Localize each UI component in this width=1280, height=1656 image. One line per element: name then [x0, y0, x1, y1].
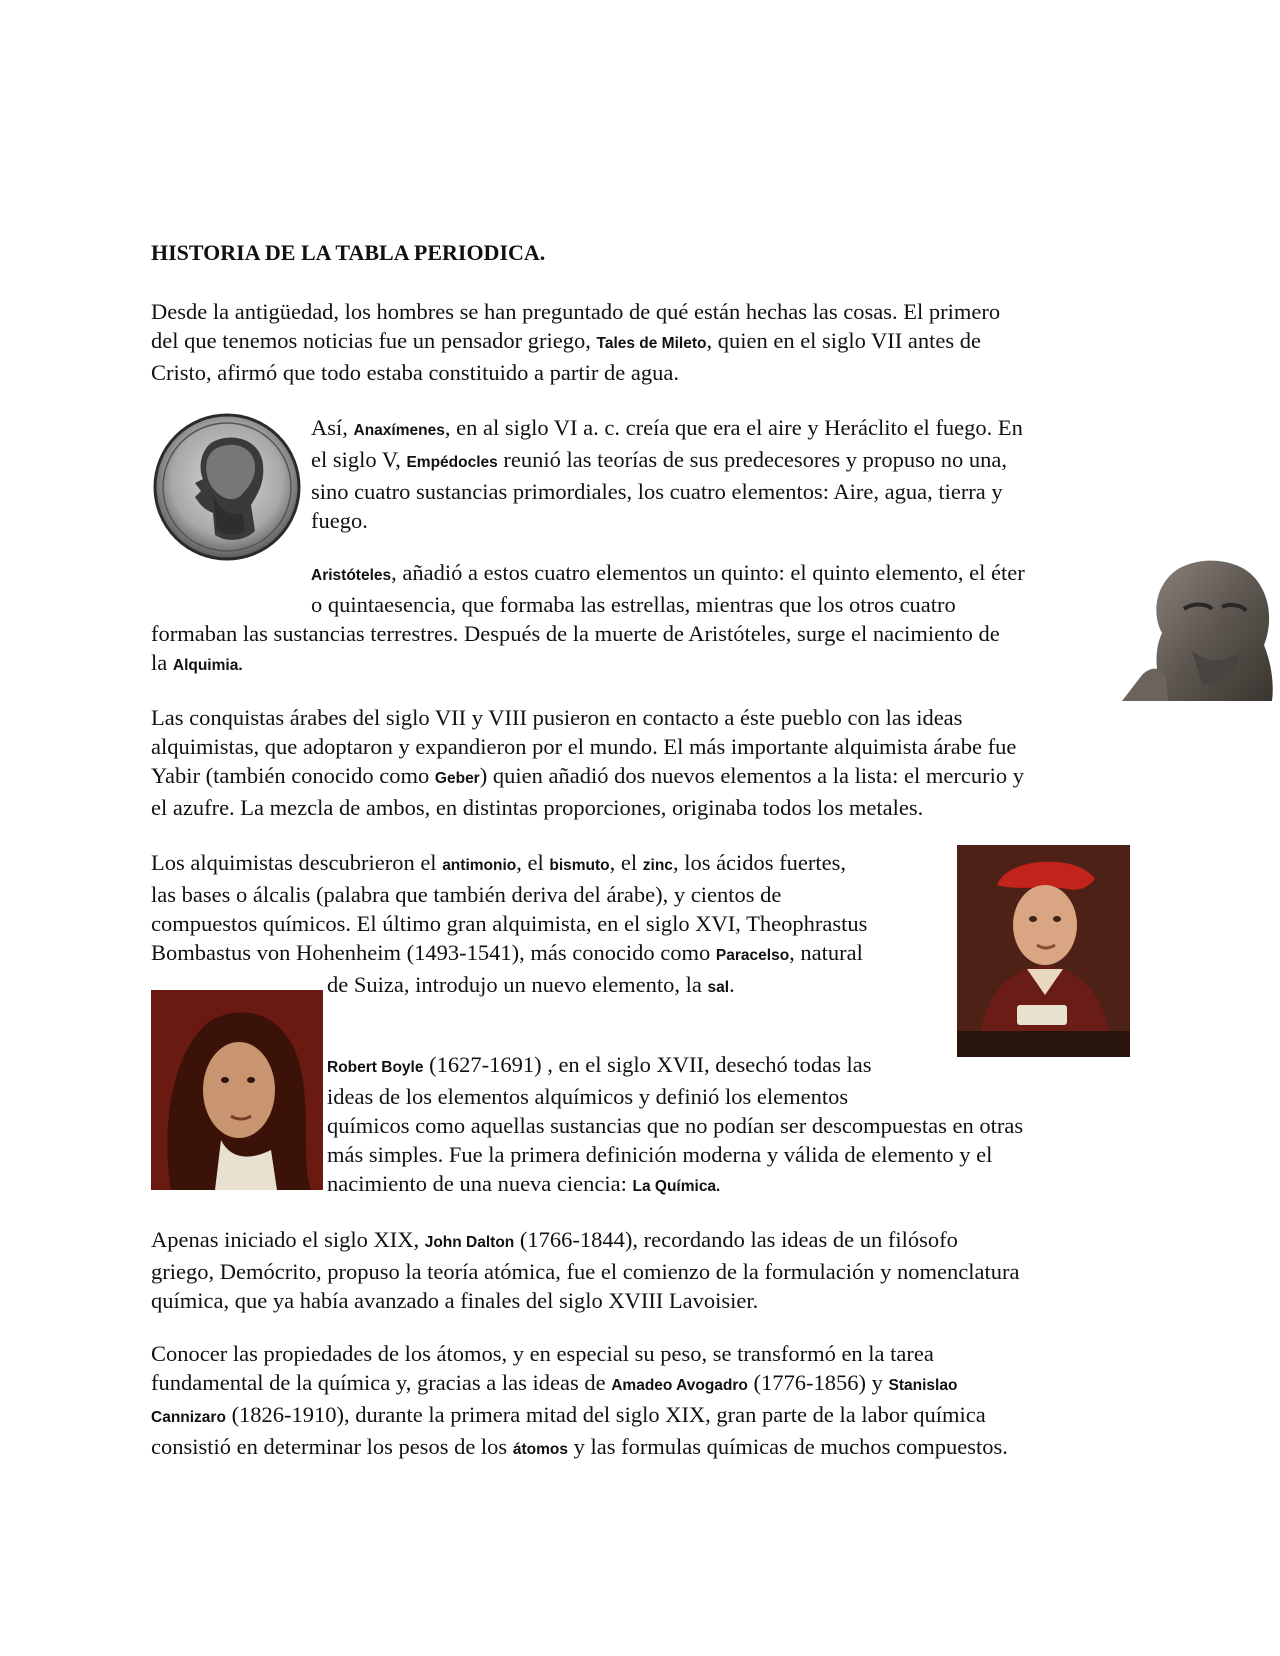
- robert-boyle-portrait-image: [151, 990, 323, 1190]
- paragraph-dalton: Apenas iniciado el siglo XIX, John Dalton (1766-1844), recordando las ideas de un filósofo griego, Demócrito, propuso la teoría atómica, fue el comienzo de la formulación y nomenclatura química, que ya había avanzado a finales del siglo XVIII Lavoisier.: [151, 1227, 1020, 1313]
- paracelso-portrait-image: [957, 845, 1130, 1057]
- name-cannizaro: Cannizaro: [151, 1409, 226, 1426]
- paragraph-alquimistas: Los alquimistas descubrieron el antimonio, el bismuto, el zinc, los ácidos fuertes, las bases o álcalis (palabra que también deriva del árabe), y cientos de compuestos químicos. El último gran alquimista, en el siglo XVI, Theophrastus Bombastus von Hohenheim (1493-1541), más conocido como Paracelso, natural de Suiza, introdujo un nuevo elemento, la sal.: [151, 850, 868, 997]
- name-atomos: átomos: [512, 1441, 568, 1458]
- name-aristoteles: Aristóteles: [311, 567, 392, 584]
- name-robert-boyle: Robert Boyle: [327, 1059, 424, 1076]
- page-title: HISTORIA DE LA TABLA PERIODICA.: [151, 240, 546, 265]
- name-geber: Geber: [434, 770, 480, 787]
- paragraph-arabes: Las conquistas árabes del siglo VII y VIII pusieron en contacto a éste pueblo con las ideas alquimistas, que adoptaron y expandieron por el mundo. El más importante alquimista árabe fue Yabir (también conocido como Geber) quien añadió dos nuevos elementos a la lista: el mercurio y el azufre. La mezcla de ambos, en distintas proporciones, originaba todos los metales.: [151, 705, 1024, 820]
- name-empedocles: Empédocles: [406, 454, 498, 471]
- paragraph-anaximenes: Así, Anaxímenes, en al siglo VI a. c. creía que era el aire y Heráclito el fuego. En el siglo V, Empédocles reunió las teorías de sus predecesores y propuso no una, sino cuatro sustancias primordiales, los cuatro elementos: Aire, agua, tierra y fuego.: [311, 415, 1023, 533]
- name-john-dalton: John Dalton: [424, 1234, 515, 1251]
- name-stanislao: Stanislao: [888, 1377, 958, 1394]
- name-sal: sal: [707, 979, 730, 996]
- paragraph-tales: Desde la antigüedad, los hombres se han preguntado de qué están hechas las cosas. El primero del que tenemos noticias fue un pensador griego, Tales de Mileto, quien en el siglo VII antes de Cristo, afirmó que todo estaba constituido a partir de agua.: [151, 299, 1001, 385]
- paragraph-aristoteles: Aristóteles, añadió a estos cuatro elementos un quinto: el quinto elemento, el éter o quintaesencia, que formaba las estrellas, mientras que los otros cuatro formaban las sustancias terrestres. Después de la muerte de Aristóteles, surge el nacimiento de la Alquimia.: [151, 560, 1025, 675]
- name-antimonio: antimonio: [442, 857, 517, 874]
- name-bismuto: bismuto: [549, 857, 610, 874]
- name-la-quimica: La Química.: [632, 1178, 721, 1195]
- aristoteles-bust-image: [1122, 555, 1280, 701]
- name-anaximenes: Anaxímenes: [353, 422, 445, 439]
- name-paracelso: Paracelso: [715, 947, 790, 964]
- name-zinc: zinc: [642, 857, 673, 874]
- paragraph-atomos: Conocer las propiedades de los átomos, y en especial su peso, se transformó en la tarea fundamental de la química y, gracias a las ideas de Amadeo Avogadro (1776-1856) y Stanislao Cannizaro (1826-1910), durante la primera mitad del siglo XIX, gran parte de la labor química consistió en determinar los pesos de los átomos y las formulas químicas de muchos compuestos.: [151, 1341, 1008, 1459]
- name-amadeo-avogadro: Amadeo Avogadro: [611, 1377, 748, 1394]
- anaximenes-medallion-image: [153, 413, 301, 561]
- name-alquimia: Alquimia.: [172, 657, 243, 674]
- name-tales-de-mileto: Tales de Mileto: [596, 335, 707, 352]
- paragraph-boyle: Robert Boyle (1627-1691) , en el siglo XVII, desechó todas las ideas de los elementos alquímicos y definió los elementos químicos como aquellas sustancias que no podían ser descompuestas en otras más simples. Fue la primera definición moderna y válida de elemento y el nacimiento de una nueva ciencia: La Química.: [327, 1052, 1024, 1196]
